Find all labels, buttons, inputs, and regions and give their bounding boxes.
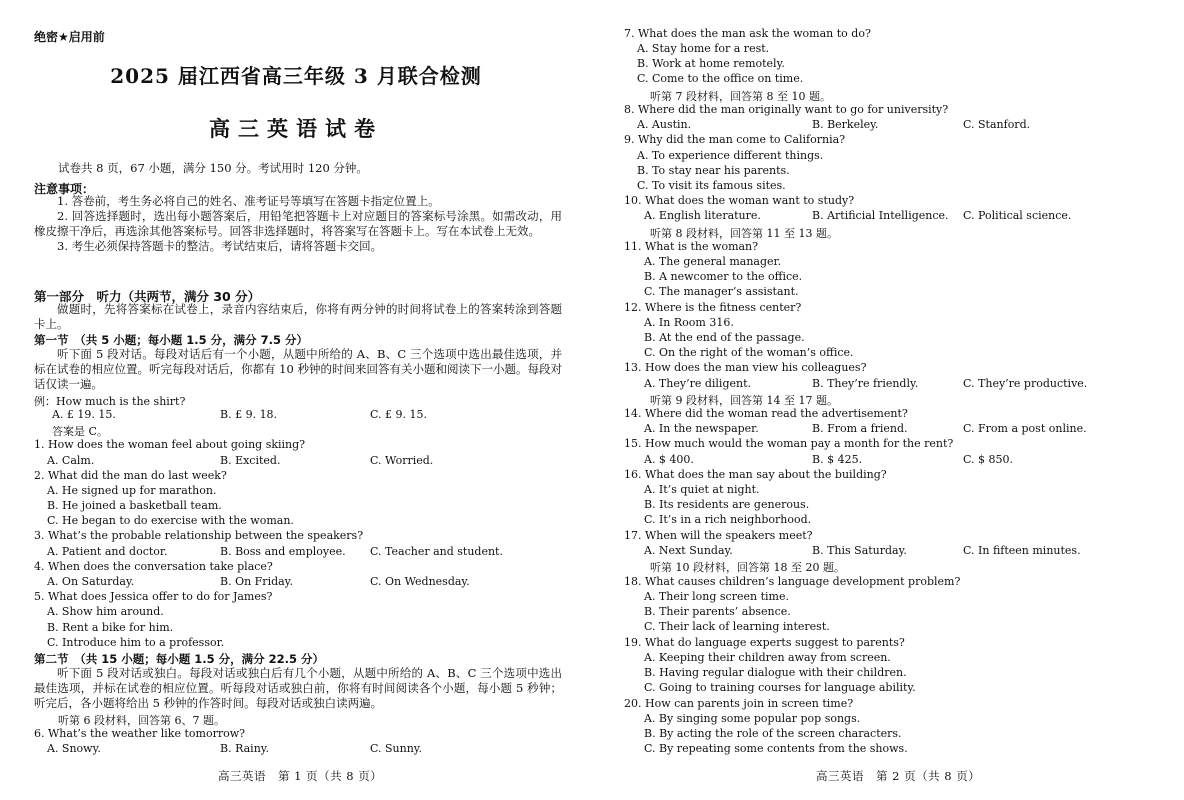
q7-option-c: C. Come to the office on time.: [637, 72, 804, 85]
q3-option-a: A. Patient and doctor.: [47, 545, 168, 558]
question-18: 18. What causes children’s language development problem?: [624, 575, 961, 588]
question-12: 12. Where is the fitness center?: [624, 301, 802, 314]
material-6: 听第 6 段材料，回答第 6、7 题。: [58, 714, 225, 727]
q10-option-b: B. Artificial Intelligence.: [812, 209, 949, 222]
q2-option-b: B. He joined a basketball team.: [47, 499, 222, 512]
q3-option-b: B. Boss and employee.: [220, 545, 346, 558]
q17-option-b: B. This Saturday.: [812, 544, 907, 557]
q11-option-b: B. A newcomer to the office.: [644, 270, 803, 283]
q14-option-c: C. From a post online.: [963, 422, 1087, 435]
section1-heading: 第一节 （共 5 小题；每小题 1.5 分，满分 7.5 分）: [34, 333, 309, 347]
question-7: 7. What does the man ask the woman to do?: [624, 27, 871, 40]
q1-option-c: C. Worried.: [370, 454, 434, 467]
notice-heading: 注意事项：: [34, 182, 95, 196]
question-3: 3. What’s the probable relationship between the speakers?: [34, 529, 364, 542]
q4-option-c: C. On Wednesday.: [370, 575, 470, 588]
q20-option-a: A. By singing some popular pop songs.: [644, 712, 861, 725]
q8-option-c: C. Stanford.: [963, 118, 1031, 131]
question-6: 6. What’s the weather like tomorrow?: [34, 727, 246, 740]
question-2: 2. What did the man do last week?: [34, 469, 227, 482]
notice-item: 1. 答卷前，考生务必将自己的姓名、准考证号等填写在答题卡指定位置上。: [57, 194, 440, 208]
question-15: 15. How much would the woman pay a month for the rent?: [624, 437, 954, 450]
question-9: 9. Why did the man come to California?: [624, 133, 846, 146]
q12-option-b: B. At the end of the passage.: [644, 331, 805, 344]
q7-option-a: A. Stay home for a rest.: [637, 42, 770, 55]
q5-option-c: C. Introduce him to a professor.: [47, 636, 225, 649]
q18-option-b: B. Their parents’ absence.: [644, 605, 791, 618]
question-1: 1. How does the woman feel about going skiing?: [34, 438, 306, 451]
question-14: 14. Where did the woman read the advertisement?: [624, 407, 908, 420]
q4-option-b: B. On Friday.: [220, 575, 293, 588]
q10-option-c: C. Political science.: [963, 209, 1072, 222]
q13-option-b: B. They’re friendly.: [812, 377, 919, 390]
paper-title: 高三英语试卷: [209, 116, 383, 141]
question-17: 17. When will the speakers meet?: [624, 529, 813, 542]
example-question: 例：How much is the shirt?: [34, 395, 186, 408]
material-8: 听第 8 段材料，回答第 11 至 13 题。: [650, 227, 838, 240]
question-10: 10. What does the woman want to study?: [624, 194, 855, 207]
page-footer: 高三英语 第 2 页（共 8 页）: [816, 769, 981, 783]
q9-option-a: A. To experience different things.: [637, 149, 824, 162]
q19-option-b: B. Having regular dialogue with their children.: [644, 666, 907, 679]
page-footer: 高三英语 第 1 页（共 8 页）: [218, 769, 383, 783]
q5-option-b: B. Rent a bike for him.: [47, 621, 174, 634]
question-20: 20. How can parents join in screen time?: [624, 697, 854, 710]
material-10: 听第 10 段材料，回答第 18 至 20 题。: [650, 561, 845, 574]
q17-option-c: C. In fifteen minutes.: [963, 544, 1081, 557]
page-2: [592, 0, 1184, 800]
q12-option-a: A. In Room 316.: [644, 316, 734, 329]
q20-option-b: B. By acting the role of the screen characters.: [644, 727, 902, 740]
q19-option-a: A. Keeping their children away from screen.: [644, 651, 891, 664]
q13-option-a: A. They’re diligent.: [644, 377, 751, 390]
q15-option-a: A. $ 400.: [644, 453, 694, 466]
q18-option-c: C. Their lack of learning interest.: [644, 620, 830, 633]
q9-option-b: B. To stay near his parents.: [637, 164, 790, 177]
example-option-b: B. £ 9. 18.: [220, 408, 278, 421]
q11-option-a: A. The general manager.: [644, 255, 782, 268]
q10-option-a: A. English literature.: [644, 209, 761, 222]
material-9: 听第 9 段材料，回答第 14 至 17 题。: [650, 394, 838, 407]
q6-option-b: B. Rainy.: [220, 742, 270, 755]
notice-list: [34, 194, 562, 254]
q13-option-c: C. They’re productive.: [963, 377, 1088, 390]
question-4: 4. When does the conversation take place?: [34, 560, 273, 573]
q12-option-c: C. On the right of the woman’s office.: [644, 346, 854, 359]
q6-option-c: C. Sunny.: [370, 742, 423, 755]
q8-option-b: B. Berkeley.: [812, 118, 879, 131]
q2-option-a: A. He signed up for marathon.: [47, 484, 217, 497]
part-heading: 第一部分 听力（共两节，满分 30 分）: [34, 289, 261, 304]
q11-option-c: C. The manager’s assistant.: [644, 285, 799, 298]
q1-option-a: A. Calm.: [47, 454, 95, 467]
notice-item: 3. 考生必须保持答题卡的整洁。考试结束后，请将答题卡交回。: [57, 239, 383, 253]
q8-option-a: A. Austin.: [637, 118, 692, 131]
confidential-label: 绝密★启用前: [34, 30, 105, 44]
section1-intro: 听下面 5 段对话。每段对话后有一个小题，从题中所给的 A、B、C 三个选项中选出最佳选项，并标在试卷的相应位置。听完每段对话后，你都有 10 秒钟的时间来回答有关小题和阅读下一小题。每段对话仅读一遍。: [34, 347, 562, 391]
q16-option-b: B. Its residents are generous.: [644, 498, 810, 511]
example-answer: 答案是 C。: [52, 425, 108, 438]
material-7: 听第 7 段材料，回答第 8 至 10 题。: [650, 90, 831, 103]
q18-option-a: A. Their long screen time.: [644, 590, 789, 603]
question-13: 13. How does the man view his colleagues?: [624, 361, 867, 374]
section2-intro: 听下面 5 段对话或独白。每段对话或独白后有几个小题，从题中所给的 A、B、C 三个选项中选出最佳选项，并标在试卷的相应位置。听每段对话或独白前，你将有时间阅读各个小题，每小题 5 秒钟；听完后，各小题将给出 5 秒钟的作答时间。每段对话或独白读两遍。: [34, 666, 562, 710]
exam-info: 试卷共 8 页，67 小题，满分 150 分。考试用时 120 分钟。: [58, 161, 368, 175]
q5-option-a: A. Show him around.: [47, 605, 164, 618]
q2-option-c: C. He began to do exercise with the woman.: [47, 514, 294, 527]
q9-option-c: C. To visit its famous sites.: [637, 179, 786, 192]
q1-option-b: B. Excited.: [220, 454, 281, 467]
q15-option-b: B. $ 425.: [812, 453, 863, 466]
q14-option-b: B. From a friend.: [812, 422, 908, 435]
section2-heading: 第二节 （共 15 小题；每小题 1.5 分，满分 22.5 分）: [34, 652, 325, 666]
q15-option-c: C. $ 850.: [963, 453, 1014, 466]
q4-option-a: A. On Saturday.: [47, 575, 135, 588]
q7-option-b: B. Work at home remotely.: [637, 57, 785, 70]
q6-option-a: A. Snowy.: [47, 742, 101, 755]
question-5: 5. What does Jessica offer to do for James?: [34, 590, 273, 603]
example-option-a: A. £ 19. 15.: [52, 408, 116, 421]
q14-option-a: A. In the newspaper.: [644, 422, 759, 435]
question-16: 16. What does the man say about the building?: [624, 468, 887, 481]
q3-option-c: C. Teacher and student.: [370, 545, 503, 558]
q20-option-c: C. By repeating some contents from the shows.: [644, 742, 908, 755]
question-8: 8. Where did the man originally want to go for university?: [624, 103, 949, 116]
exam-title: 2025 届江西省高三年级 3 月联合检测: [110, 64, 482, 88]
notice-item: 2. 回答选择题时，选出每小题答案后，用铅笔把答题卡上对应题目的答案标号涂黑。如需改动，用橡皮擦干净后，再选涂其他答案标号。回答非选择题时，将答案写在答题卡上。写在本试卷上无效。: [34, 209, 562, 238]
q19-option-c: C. Going to training courses for language ability.: [644, 681, 916, 694]
example-option-c: C. £ 9. 15.: [370, 408, 427, 421]
q16-option-c: C. It’s in a rich neighborhood.: [644, 513, 812, 526]
q17-option-a: A. Next Sunday.: [644, 544, 733, 557]
question-19: 19. What do language experts suggest to parents?: [624, 636, 905, 649]
q16-option-a: A. It’s quiet at night.: [644, 483, 760, 496]
part-intro: 做题时，先将答案标在试卷上，录音内容结束后，你将有两分钟的时间将试卷上的答案转涂到答题卡上。: [34, 302, 562, 331]
question-11: 11. What is the woman?: [624, 240, 759, 253]
